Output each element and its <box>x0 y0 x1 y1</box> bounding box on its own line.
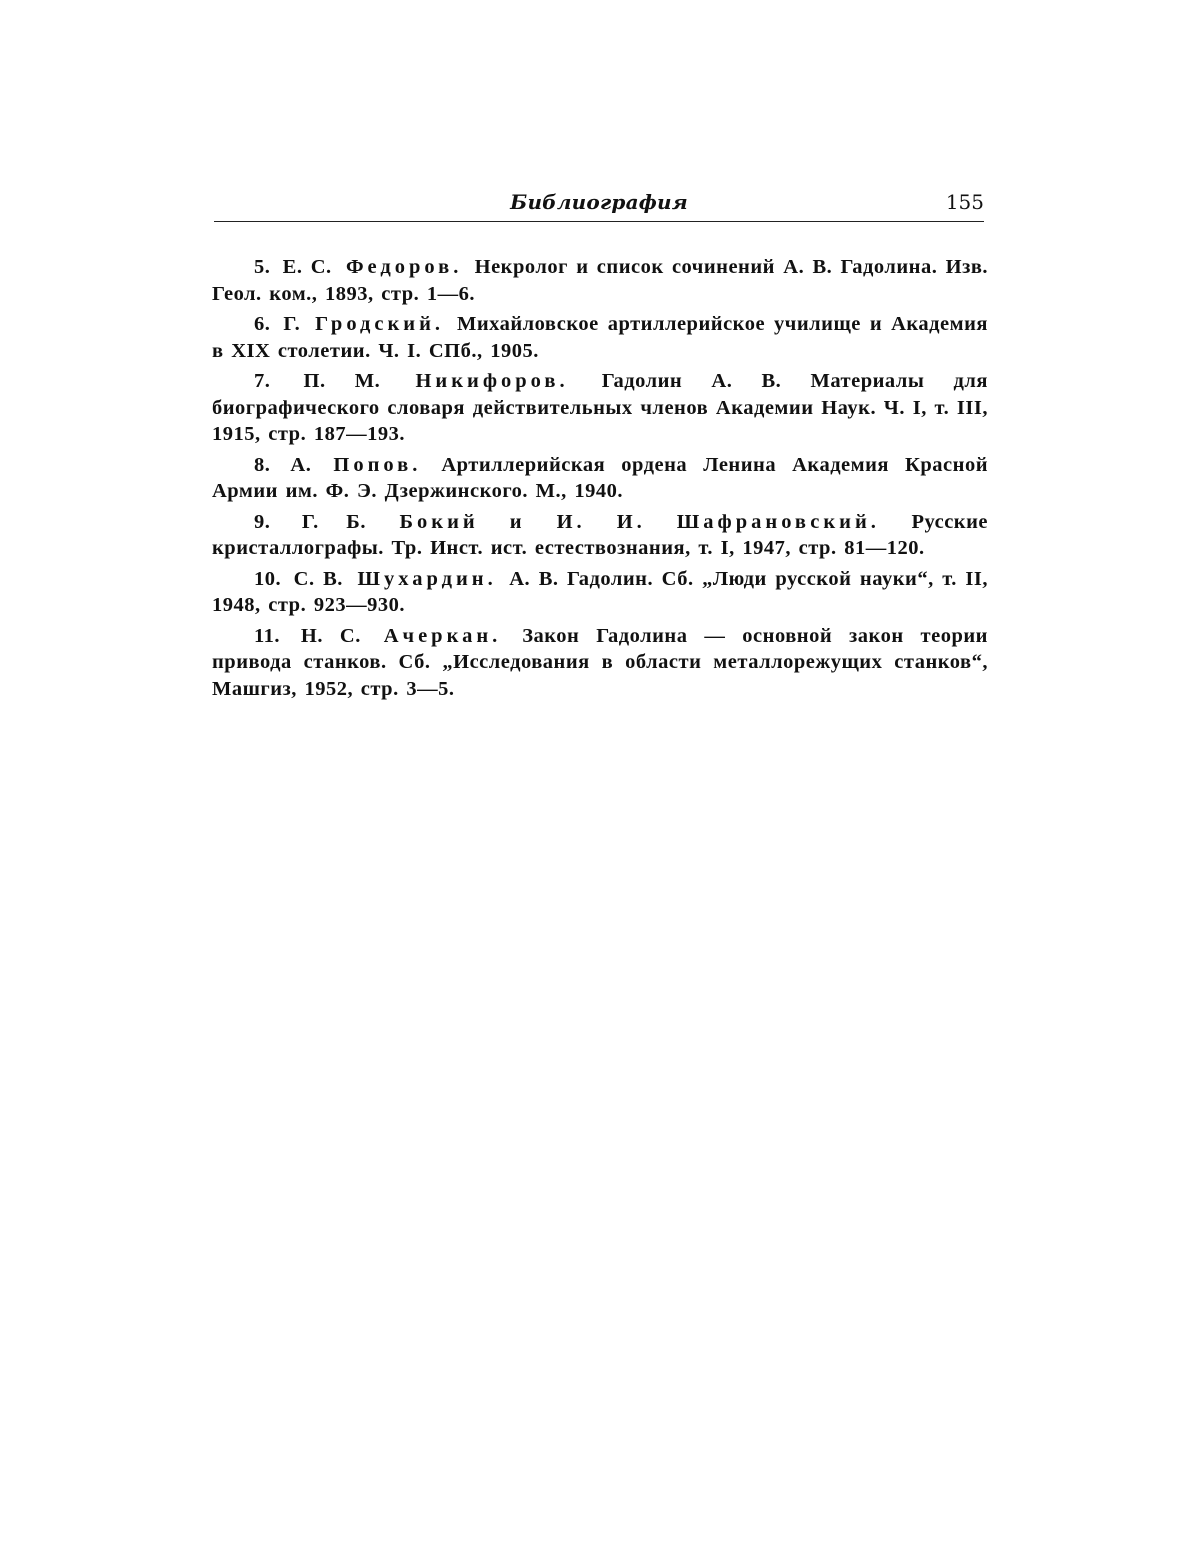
entry-number: 10. <box>254 567 282 590</box>
entry-author: Никифоров. <box>415 370 569 392</box>
page-number: 155 <box>945 190 984 214</box>
bibliography-entry <box>212 566 988 619</box>
entry-text: Артиллерийская ордена Ленина Академия Красной Армии им. Ф. Э. Дзержинского. М., 1940. <box>212 453 989 502</box>
entry-initials: Н. С. <box>300 624 361 647</box>
entry-number: 11. <box>254 624 280 647</box>
entry-initials: П. М. <box>303 370 381 392</box>
bibliography-entry <box>212 623 988 703</box>
bibliography-entry <box>212 452 988 505</box>
entry-number: 9. <box>254 510 271 533</box>
entry-initials: Г. <box>283 313 301 335</box>
entry-author: Шухардин. <box>357 567 497 590</box>
header-rule <box>214 221 984 222</box>
bibliography-entry <box>212 368 988 448</box>
entry-text: А. В. Гадолин. Сб. „Люди русской науки“, т. II, 1948, стр. 923—930. <box>212 567 988 616</box>
entry-initials: А. <box>290 453 312 476</box>
entry-initials: С. В. <box>293 567 343 590</box>
entry-number: 6. <box>254 313 271 335</box>
entry-number: 8. <box>254 453 271 476</box>
entry-text: Михайловское артиллерийское училище и Академия в XIX столетии. Ч. I. СПб., 1905. <box>212 313 989 362</box>
entry-author: Попов. <box>333 453 422 476</box>
running-head <box>214 190 984 220</box>
entry-number: 5. <box>254 256 271 278</box>
bibliography-list <box>212 254 988 706</box>
bibliography-entry <box>212 311 988 364</box>
bibliography-entry <box>212 509 988 562</box>
entry-text: Закон Гадолина — основной закон теории привода станков. Сб. „Исследования в области металлорежущих станков“, Машгиз, 1952, стр. 3—5. <box>212 624 988 700</box>
entry-text: Гадолин А. В. Материалы для биографического словаря действительных членов Академии Наук. Ч. I, т. III, 1915, стр. 187—193. <box>212 370 988 445</box>
entry-author: Ачеркан. <box>383 624 502 647</box>
entry-author: Федоров. <box>345 256 463 278</box>
entry-text: Русские кристаллографы. Тр. Инст. ист. естествознания, т. I, 1947, стр. 81—120. <box>212 510 989 559</box>
running-title: Библиография <box>510 190 688 214</box>
entry-initials: Е. С. <box>282 256 332 278</box>
entry-text: Некролог и список сочинений А. В. Гадолина. Изв. Геол. ком., 1893, стр. 1—6. <box>212 256 989 305</box>
entry-number: 7. <box>254 370 271 392</box>
entry-author: Бокий и И. И. Шафрановский. <box>399 510 880 533</box>
entry-initials: Г. Б. <box>301 510 366 533</box>
entry-author: Гродский. <box>315 313 445 335</box>
bibliography-entry <box>212 254 988 307</box>
